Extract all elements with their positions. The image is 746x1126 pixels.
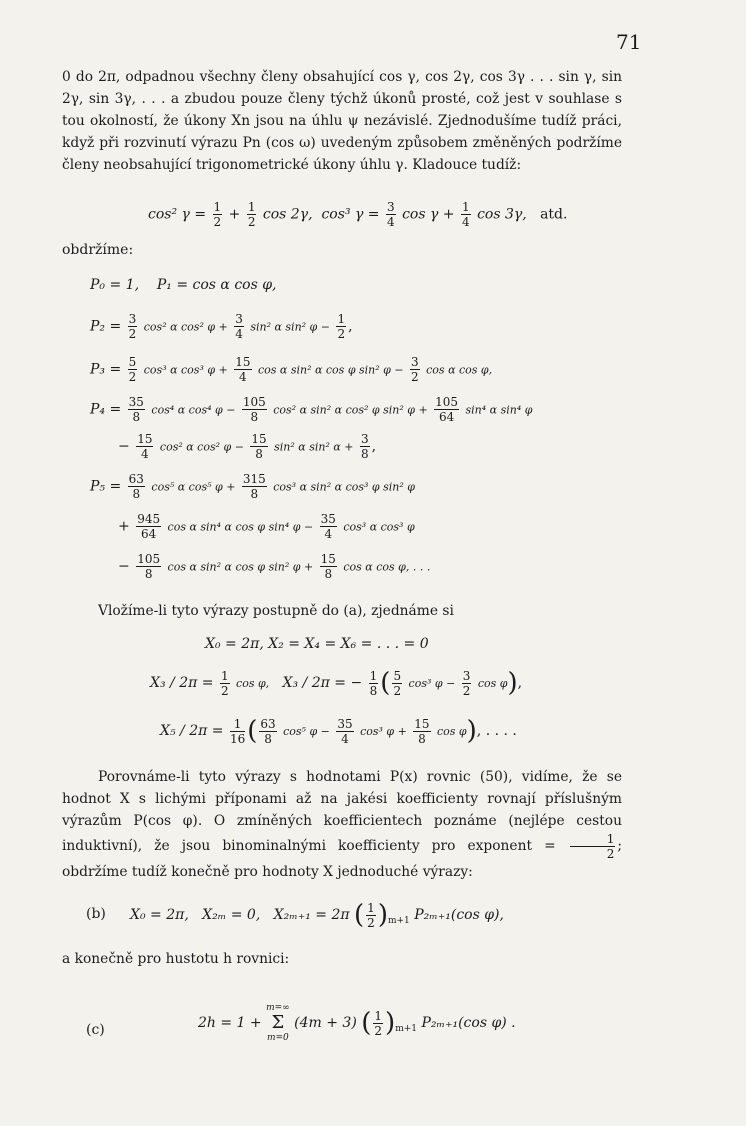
fraction: $\frac{1}{4}$	[461, 200, 470, 229]
equation-p4-cont: − $\frac{15}{4}$ cos² α cos² φ − $\frac{15}{8}$ sin² α sin² α + $\frac{3}{8}$ ,	[118, 432, 377, 461]
equation-p3: P₃ = $\frac{5}{2}$ cos³ α cos³ φ + $\frac{15}{4}$ cos α sin² α cos φ sin² φ − $\frac{3}{2}$ cos α cos φ,	[90, 355, 493, 384]
eq-part: cos γ +	[402, 206, 455, 223]
equation-x3: X₃ / 2π = $\frac{1}{2}$ cos φ, X₃ / 2π = − $\frac{1}{8}$ ( $\frac{5}{2}$ cos³ φ − $\frac{3}{2}$ cos φ),	[150, 668, 523, 698]
fraction: $\frac{1}{2}$	[570, 832, 616, 861]
eq-part: atd.	[540, 206, 568, 223]
equation-b: X₀ = 2π, X₂ₘ = 0, X₂ₘ₊₁ = 2π ( $\frac{1}{2}$ )$_{m+1}$ P₂ₘ₊₁(cos φ),	[130, 900, 504, 930]
equation-p0-p1: P₀ = 1, P₁ = cos α cos φ,	[90, 277, 277, 293]
equation-label-c: (c)	[86, 1022, 105, 1038]
equation-c: 2h = 1 + m=∞ Σ m=0 (4m + 3) ( $\frac{1}{2}$ )$_{m+1}$ P₂ₘ₊₁(cos φ) .	[198, 1003, 516, 1043]
sum-symbol: m=∞ Σ m=0	[266, 1003, 290, 1043]
eq-part: cos³ γ =	[321, 206, 380, 223]
equation-p5: P₅ = $\frac{63}{8}$ cos⁵ α cos⁵ φ + $\frac{315}{8}$ cos³ α sin² α cos³ φ sin² φ	[90, 472, 415, 501]
obdrzime-label: obdržíme:	[62, 242, 134, 258]
equation-x0: X₀ = 2π, X₂ = X₄ = X₆ = . . . = 0	[205, 636, 429, 652]
paragraph-1: 0 do 2π, odpadnou všechny členy obsahující cos γ, cos 2γ, cos 3γ . . . sin γ, sin 2γ, sin 3γ, . . . a zbudou pouze členy týchž úkonů prosté, což jest v souhlase s tou okolností, že úkony Xn jsou na úhlu ψ nezávislé. Zjednodušíme tudíž práci, když při rozvinutí výrazu Pn (cos ω) uvedeným způsobem změněných podržíme členy neobsahující trigonometrické úkony úhlu γ. Kladouce tudíž:	[62, 69, 622, 173]
equation-p2: P₂ = $\frac{3}{2}$ cos² α cos² φ + $\frac{3}{4}$ sin² α sin² φ − $\frac{1}{2}$ ,	[90, 312, 353, 341]
equation-cos-power: cos² γ = $\frac{1}{2}$ + $\frac{1}{2}$ cos 2γ, cos³ γ = $\frac{3}{4}$ cos γ + $\frac{1}{4}$ cos 3γ, atd.	[148, 200, 568, 229]
equation-p5-cont2: − $\frac{105}{8}$ cos α sin² α cos φ sin² φ + $\frac{15}{8}$ cos α cos φ, . . .	[118, 552, 431, 581]
equation-x5: X₅ / 2π = $\frac{1}{16}$ ( $\frac{63}{8}$ cos⁵ φ − $\frac{35}{4}$ cos³ φ + $\frac{15}{8}$ cos φ), . . . .	[160, 716, 517, 746]
eq-part: cos 2γ,	[262, 206, 313, 223]
paragraph-3: Porovnáme-li tyto výrazy s hodnotami P(x) rovnic (50), vidíme, že se hodnot X s lichými příponami až na jakési koefficienty rovnají příslušným výrazům P(cos φ). O zmíněných koefficientech poznáme (nejlépe cestou induktivní), že jsou binominalnými koefficienty pro exponent = $\frac{1}{2}$ ; obdržíme tudíž konečně pro hodnoty X jednoduché výrazy:	[62, 769, 622, 880]
paragraph-2: Vložíme-li tyto výrazy postupně do (a), zjednáme si	[98, 603, 454, 619]
page-number: 71	[616, 30, 642, 54]
paragraph-4: a konečně pro hustotu h rovnici:	[62, 951, 290, 967]
eq-part: cos 3γ,	[477, 206, 527, 223]
fraction: $\frac{3}{4}$	[386, 200, 395, 229]
fraction: $\frac{1}{2}$	[247, 200, 256, 229]
equation-p4: P₄ = $\frac{35}{8}$ cos⁴ α cos⁴ φ − $\frac{105}{8}$ cos² α sin² α cos² φ sin² φ + $\frac{105}{64}$ sin⁴ α sin⁴ φ	[90, 395, 533, 424]
equation-label-b: (b)	[86, 906, 106, 922]
equation-p5-cont1: + $\frac{945}{64}$ cos α sin⁴ α cos φ sin⁴ φ − $\frac{35}{4}$ cos³ α cos³ φ	[118, 512, 415, 541]
eq-part: cos² γ =	[148, 206, 207, 223]
fraction: $\frac{1}{2}$	[213, 200, 222, 229]
